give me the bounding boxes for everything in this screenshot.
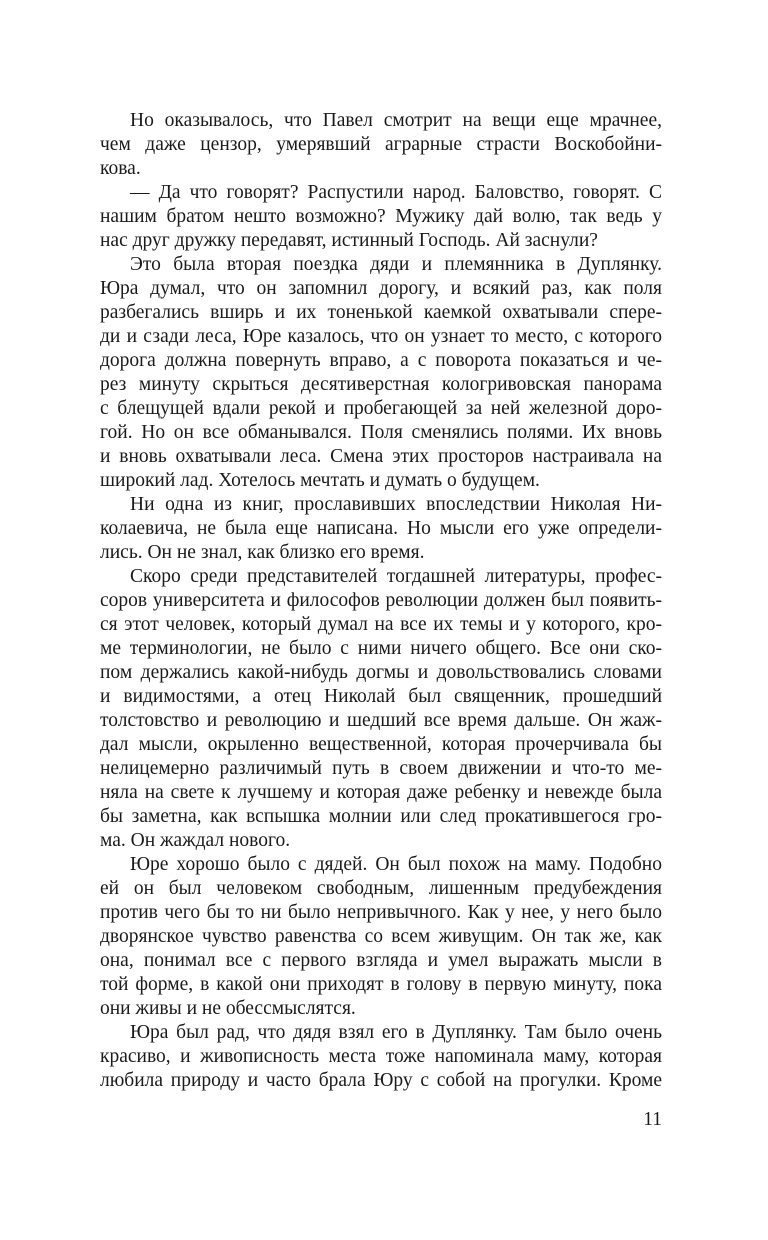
text-line: рез минуту скрыться десятиверстная кологривовская панорама [100, 374, 662, 395]
text-line: Это была вторая поездка дяди и племянника в Дуплянку. [130, 254, 662, 275]
text-line: чем даже цензор, умерявший аграрные страсти Воскобойни- [100, 134, 662, 155]
text-line: Но оказывалось, что Павел смотрит на вещи еще мрачнее, [130, 110, 662, 131]
text-line: против чего бы то ни было непривычного. Как у нее, у него было [100, 902, 662, 923]
text-line: дворянское чувство равенства со всем живущим. Он так же, как [100, 926, 662, 947]
text-line: нашим братом нешто возможно? Мужику дай волю, так ведь у [100, 206, 662, 227]
text-line: дал мысли, окрыленно вещественной, которая прочерчивала бы [100, 734, 662, 755]
text-line: Скоро среди представителей тогдашней литературы, профес- [130, 566, 662, 587]
text-line: ди и сзади леса, Юре казалось, что он узнает то место, с которого [100, 326, 662, 347]
text-line: Ни одна из книг, прославивших впоследствии Николая Ни- [130, 494, 662, 515]
text-line: разбегались вширь и их тоненькой каемкой охватывали спере- [100, 302, 662, 323]
body-text [100, 109, 662, 1093]
text-line: она, понимал все с первого взгляда и умел выражать мысли в [100, 950, 662, 971]
text-line: широкий лад. Хотелось мечтать и думать о будущем. [100, 470, 540, 491]
text-line: красиво, и живописность места тоже напоминала маму, которая [100, 1046, 662, 1067]
text-line: и видимостями, а отец Николай был священник, прошедший [100, 686, 662, 707]
text-line: той форме, в какой они приходят в голову в первую минуту, пока [100, 974, 662, 995]
text-line: нас друг дружку передавят, истинный Господь. Ай заснули? [100, 230, 598, 251]
text-line: нелицемерно различимый путь в своем движении и что-то ме- [100, 758, 662, 779]
text-line: ме терминологии, не было с ними ничего общего. Все они ско- [100, 638, 662, 659]
text-line: любила природу и часто брала Юру с собой на прогулки. Кроме [100, 1070, 662, 1091]
text-line: бы заметна, как вспышка молнии или след прокатившегося гро- [100, 806, 662, 827]
text-line: ей он был человеком свободным, лишенным предубеждения [100, 878, 662, 899]
text-line: Юре хорошо было с дядей. Он был похож на маму. Подобно [130, 854, 662, 875]
text-line: соров университета и философов революции должен был появить- [100, 590, 662, 611]
text-line: они живы и не обессмыслятся. [100, 998, 356, 1019]
text-line: пом держались какой-нибудь догмы и довольствовались словами [100, 662, 662, 683]
text-line: Юра думал, что он запомнил дорогу, и всякий раз, как поля [100, 278, 662, 299]
text-line: ма. Он жаждал нового. [100, 830, 291, 851]
text-line: Юра был рад, что дядя взял его в Дуплянку. Там было очень [130, 1022, 662, 1043]
page-number: 11 [643, 1109, 662, 1130]
text-line: лись. Он не знал, как близко его время. [100, 542, 425, 563]
text-line: гой. Но он все обманывался. Поля сменялись полями. Их вновь [100, 422, 662, 443]
text-line: толстовство и революцию и шедший все время дальше. Он жаж- [100, 710, 662, 731]
text-line: — Да что говорят? Распустили народ. Баловство, говорят. С [130, 182, 662, 203]
text-line: с блещущей вдали рекой и пробегающей за ней железной доро- [100, 398, 662, 419]
text-line: колаевича, не была еще написана. Но мысли его уже определи- [100, 518, 662, 539]
text-line: ся этот человек, который думал на все их темы и у которого, кро- [100, 614, 662, 635]
text-line: и вновь охватывали леса. Смена этих просторов настраивала на [100, 446, 662, 467]
text-line: няла на свете к лучшему и которая даже ребенку и невежде была [100, 782, 662, 803]
text-line: кова. [100, 158, 141, 179]
text-line: дорога должна повернуть вправо, а с поворота показаться и че- [100, 350, 662, 371]
